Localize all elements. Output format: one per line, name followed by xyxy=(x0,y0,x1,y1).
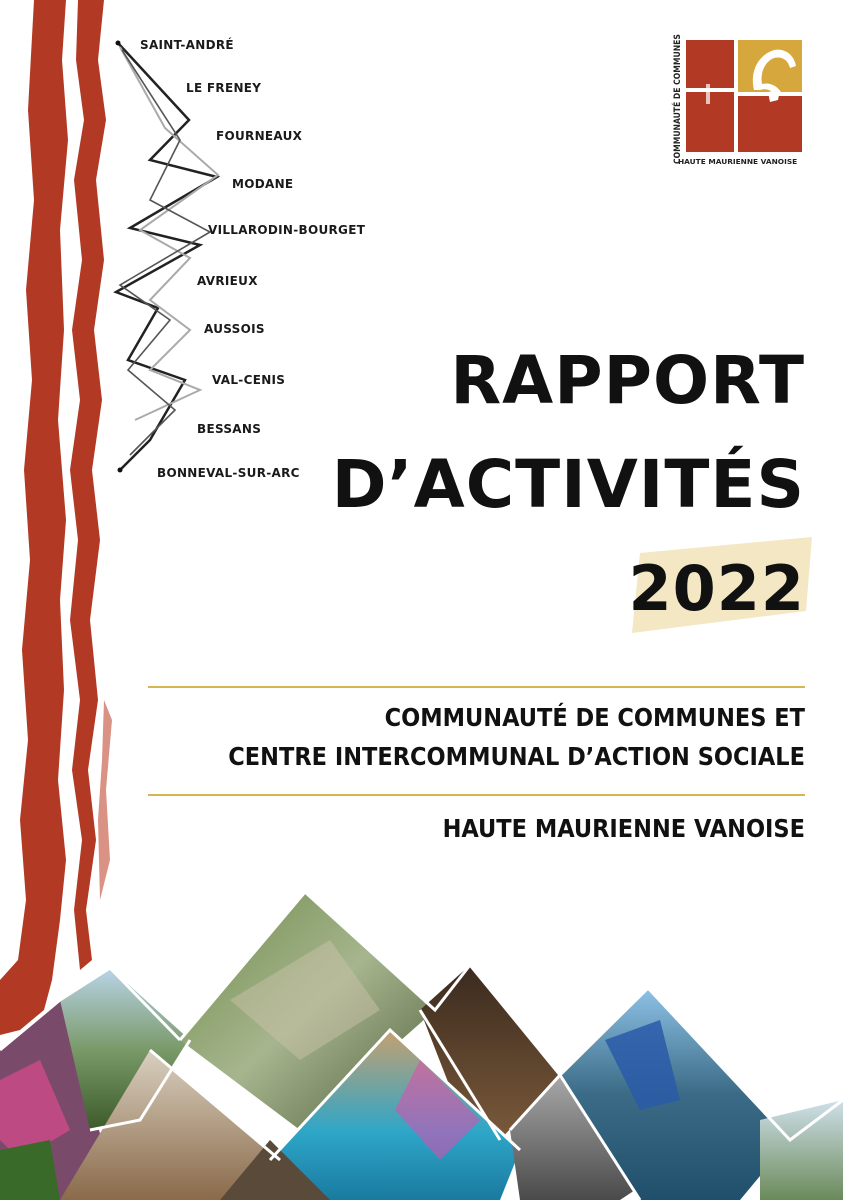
commune-label-fourneaux: FOURNEAUX xyxy=(216,129,303,143)
commune-label-bonneval-sur-arc: BONNEVAL-SUR-ARC xyxy=(157,466,300,480)
subtitle-line-2: CENTRE INTERCOMMUNAL D’ACTION SOCIALE xyxy=(228,742,805,771)
subtitle-line-1: COMMUNAUTÉ DE COMMUNES ET xyxy=(384,703,805,732)
photo-mountain xyxy=(760,1100,843,1200)
commune-label-villarodin-bourget: VILLARODIN-BOURGET xyxy=(208,223,366,237)
commune-label-avrieux: AVRIEUX xyxy=(197,274,258,288)
commune-label-le-freney: LE FRENEY xyxy=(186,81,262,95)
commune-label-val-cenis: VAL-CENIS xyxy=(212,373,286,387)
report-year: 2022 xyxy=(628,552,805,625)
title-line-2: D’ACTIVITÉS xyxy=(331,446,805,523)
logo-vertical-text: COMMUNAUTÉ DE COMMUNES xyxy=(673,34,683,164)
commune-label-modane: MODANE xyxy=(232,177,294,191)
territory-name: HAUTE MAURIENNE VANOISE xyxy=(442,814,805,843)
commune-label-bessans: BESSANS xyxy=(197,422,262,436)
title-line-1: RAPPORT xyxy=(450,342,805,419)
commune-label-aussois: AUSSOIS xyxy=(204,322,265,336)
logo-bottom-text: HAUTE MAURIENNE VANOISE xyxy=(678,157,798,166)
commune-label-saint-andre: SAINT-ANDRÉ xyxy=(140,38,234,52)
